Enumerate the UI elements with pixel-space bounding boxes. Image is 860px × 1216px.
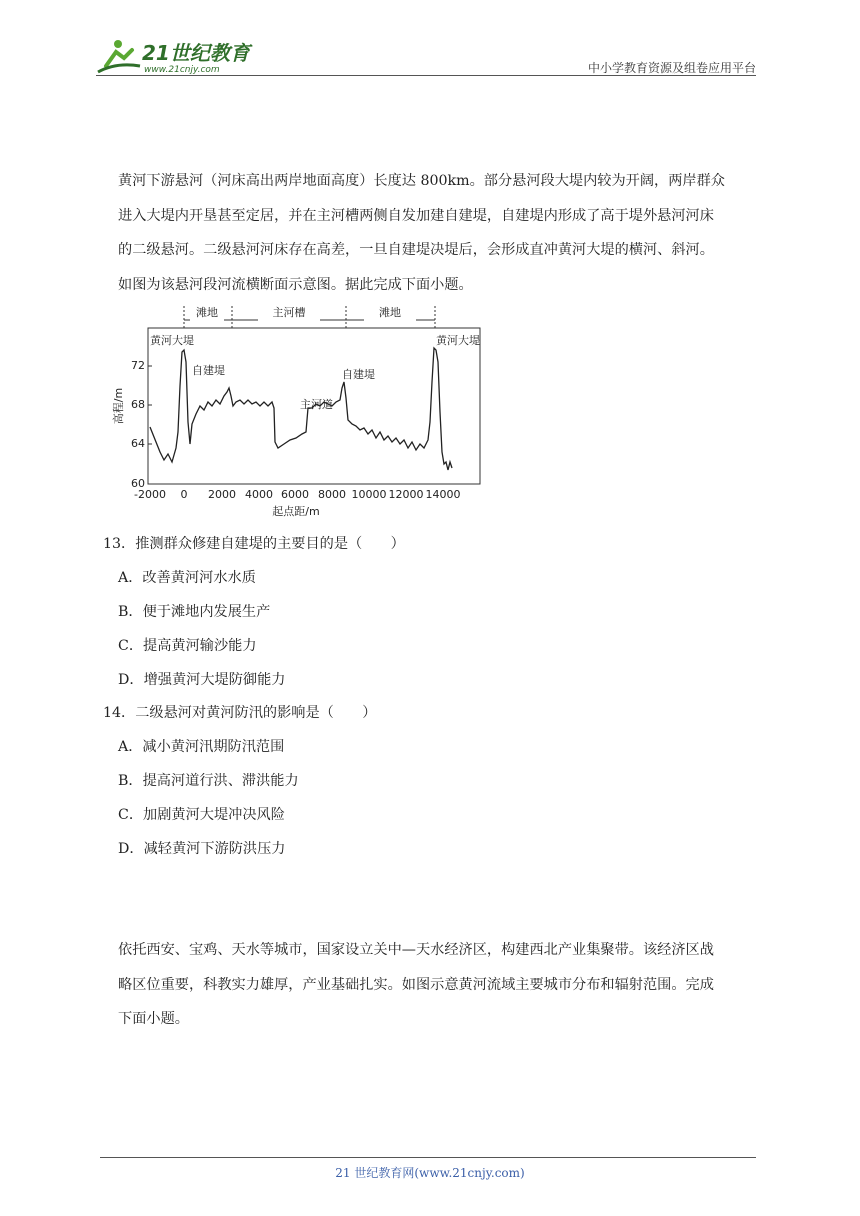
x-tick: 12000 [388, 488, 424, 501]
platform-name: 中小学教育资源及组卷应用平台 [587, 61, 756, 75]
passage-1 [118, 164, 763, 302]
y-tick: 72 [131, 359, 145, 372]
levee-right-label: 黄河大堤 [436, 334, 480, 347]
passage-2 [118, 933, 763, 1037]
x-tick: 4000 [245, 488, 273, 501]
runner-logo-icon [98, 40, 140, 72]
x-tick: 2000 [208, 488, 236, 501]
x-tick: 14000 [425, 488, 461, 501]
passage-2-line: 略区位重要，科教实力雄厚，产业基础扎实。如图示意黄河流域主要城市分布和辐射范围。完成 [118, 976, 714, 993]
main-channel-label: 主河道 [300, 398, 333, 411]
y-tick: 60 [131, 477, 145, 490]
x-tick: 8000 [318, 488, 346, 501]
y-tick: 68 [131, 398, 145, 411]
footer-divider [100, 1157, 756, 1158]
question-14-stem: 14．二级悬河对黄河防汛的影响是（ ） [103, 705, 377, 721]
y-tick: 64 [131, 437, 145, 450]
passage-1-line: 的二级悬河。二级悬河河床存在高差，一旦自建堤决堤后，会形成直冲黄河大堤的横河、斜河。 [118, 242, 714, 258]
question-13-option[interactable]: D．增强黄河大堤防御能力 [118, 672, 286, 688]
y-axis-label: 高程/m [112, 387, 125, 425]
zone-label: 主河槽 [272, 306, 306, 319]
passage-1-line: 如图为该悬河段河流横断面示意图。据此完成下面小题。 [118, 276, 473, 293]
x-tick: 0 [180, 488, 188, 501]
passage-1-line: 进入大堤内开垦甚至定居，并在主河槽两侧自发加建自建堤，自建堤内形成了高于堤外悬河河床 [118, 207, 714, 224]
site-logo [96, 36, 266, 76]
passage-2-line: 下面小题。 [118, 1011, 189, 1027]
levee-left-label: 黄河大堤 [150, 334, 194, 347]
x-tick: -2000 [134, 488, 166, 501]
question-13-option[interactable]: C．提高黄河输沙能力 [118, 638, 257, 654]
passage-2-line: 依托西安、宝鸡、天水等城市，国家设立关中—天水经济区，构建西北产业集聚带。该经济区战 [118, 942, 714, 958]
question-13-stem: 13．推测群众修建自建堤的主要目的是（ ） [103, 536, 405, 552]
svg-text:21世纪教育: 21世纪教育 [142, 41, 250, 65]
header-divider [96, 75, 756, 76]
question-14-option[interactable]: A．减小黄河汛期防汛范围 [118, 739, 285, 755]
x-axis-label: 起点距/m [272, 505, 320, 518]
svg-text:www.21cnjy.com: www.21cnjy.com [144, 65, 220, 75]
x-tick: 6000 [281, 488, 309, 501]
self-levee-right-label: 自建堤 [342, 368, 375, 381]
cross-section-figure [112, 302, 492, 522]
question-13-option[interactable]: B．便于滩地内发展生产 [118, 604, 271, 620]
passage-1-line: 黄河下游悬河（河床高出两岸地面高度）长度达 800km。部分悬河段大堤内较为开阔，两岸群众 [118, 173, 725, 189]
x-tick: 10000 [351, 488, 387, 501]
self-levee-left-label: 自建堤 [192, 364, 225, 377]
question-14-option[interactable]: C．加剧黄河大堤冲决风险 [118, 807, 285, 823]
question-14-option[interactable]: B．提高河道行洪、滞洪能力 [118, 773, 299, 789]
footer-link[interactable]: 21 世纪教育网(www.21cnjy.com) [335, 1166, 525, 1180]
question-13-option[interactable]: A．改善黄河河水水质 [118, 570, 256, 586]
question-14-option[interactable]: D．减轻黄河下游防洪压力 [118, 841, 286, 857]
zone-label: 滩地 [379, 306, 401, 319]
zone-label: 滩地 [196, 306, 218, 319]
